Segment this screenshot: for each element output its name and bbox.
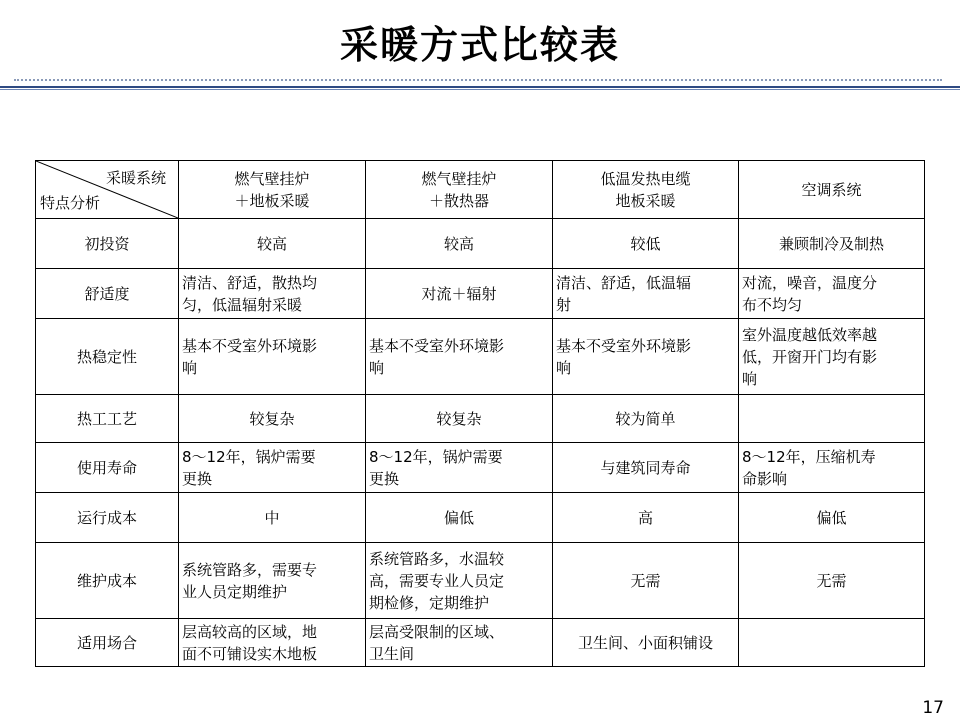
system-header-line: 空调系统 [801, 180, 862, 199]
cell-line: 偏低 [816, 508, 847, 527]
row-label: 初投资 [36, 219, 179, 269]
header-row [36, 161, 925, 219]
system-header-line: 燃气壁挂炉 [421, 169, 497, 188]
system-header-3 [553, 161, 739, 219]
cell-line: 较复杂 [249, 409, 295, 428]
table-row [36, 395, 925, 443]
table-cell [553, 219, 739, 269]
cell-line: 清洁、舒适，散热均 [182, 273, 318, 292]
table-cell [366, 493, 553, 543]
table-row [36, 269, 925, 319]
table-cell [739, 619, 925, 667]
table-cell [739, 319, 925, 395]
table-cell [553, 543, 739, 619]
table-row [36, 443, 925, 493]
cell-line: 基本不受室外环境影 [369, 336, 505, 355]
cell-line: 与建筑同寿命 [600, 458, 691, 477]
cell-line: 业人员定期维护 [182, 582, 288, 601]
table-row [36, 319, 925, 395]
table-cell [553, 443, 739, 493]
cell-line: 室外温度越低效率越 [742, 325, 878, 344]
table-cell [366, 619, 553, 667]
table-cell [739, 493, 925, 543]
cell-line: 较复杂 [436, 409, 482, 428]
cell-line: 更换 [182, 469, 213, 488]
cell-line: 高，需要专业人员定 [369, 571, 505, 590]
row-label: 热工工艺 [36, 395, 179, 443]
system-header-line: 燃气壁挂炉 [234, 169, 310, 188]
cell-line: 卫生间 [369, 644, 415, 663]
table-cell [179, 443, 366, 493]
table-cell [179, 395, 366, 443]
system-header-line: 低温发热电缆 [600, 169, 691, 188]
cell-line: 无需 [630, 571, 661, 590]
cell-line: 系统管路多，需要专 [182, 560, 318, 579]
cell-line: 兼顾制冷及制热 [778, 234, 884, 253]
cell-line: 低，开窗开门均有影 [742, 347, 878, 366]
cell-line: 卫生间、小面积铺设 [577, 633, 713, 652]
table-cell [739, 443, 925, 493]
table-cell [739, 395, 925, 443]
table-cell [179, 319, 366, 395]
comparison-table [35, 160, 925, 667]
table-cell [739, 219, 925, 269]
cell-line: 层高受限制的区域、 [369, 622, 505, 641]
title-divider-thin [0, 89, 960, 90]
page-title: 采暖方式比较表 [339, 23, 620, 67]
cell-line: 高 [637, 508, 653, 527]
title-divider [0, 86, 960, 88]
diagonal-bottom-label: 特点分析 [40, 194, 101, 212]
cell-line: 系统管路多，水温较 [369, 549, 505, 568]
row-label: 维护成本 [36, 543, 179, 619]
table-cell [739, 269, 925, 319]
table-cell [366, 543, 553, 619]
page-number: 17 [922, 698, 944, 718]
cell-line: 8～12年，锅炉需要 [182, 447, 316, 466]
cell-line: 较低 [630, 234, 661, 253]
cell-line: 更换 [369, 469, 400, 488]
table-cell [553, 269, 739, 319]
cell-line: 响 [369, 358, 385, 377]
system-header-2 [366, 161, 553, 219]
cell-line: 8～12年，压缩机寿 [742, 447, 876, 466]
row-label: 适用场合 [36, 619, 179, 667]
cell-line: 无需 [816, 571, 847, 590]
table-row [36, 543, 925, 619]
cell-line: 射 [556, 295, 572, 314]
cell-line: 中 [264, 508, 280, 527]
cell-line: 响 [182, 358, 198, 377]
table-cell [739, 543, 925, 619]
table-cell [366, 395, 553, 443]
cell-line: 清洁、舒适，低温辐 [556, 273, 692, 292]
table-row [36, 219, 925, 269]
table-cell [179, 543, 366, 619]
cell-line: 响 [556, 358, 572, 377]
table-cell [366, 319, 553, 395]
row-label: 热稳定性 [36, 319, 179, 395]
table-cell [366, 219, 553, 269]
table-cell [553, 619, 739, 667]
table-cell [553, 493, 739, 543]
row-label: 运行成本 [36, 493, 179, 543]
cell-line: 命影响 [742, 469, 788, 488]
system-header-line: ＋散热器 [428, 191, 489, 210]
table-cell [179, 269, 366, 319]
table-cell [366, 269, 553, 319]
table-row [36, 493, 925, 543]
table-cell [179, 619, 366, 667]
row-label: 使用寿命 [36, 443, 179, 493]
cell-line: 基本不受室外环境影 [556, 336, 692, 355]
cell-line: 布不均匀 [742, 295, 803, 314]
table-cell [366, 443, 553, 493]
cell-line: 响 [742, 369, 758, 388]
cell-line: 对流，噪音，温度分 [742, 273, 878, 292]
diagonal-top-label: 采暖系统 [105, 169, 166, 187]
cell-line: 匀，低温辐射采暖 [182, 295, 303, 314]
cell-line: 期检修，定期维护 [369, 593, 490, 612]
cell-line: 较高 [256, 234, 287, 253]
cell-line: 8～12年，锅炉需要 [369, 447, 503, 466]
system-header-line: 地板采暖 [615, 191, 676, 210]
system-header-1 [179, 161, 366, 219]
table-cell [553, 319, 739, 395]
cell-line: 对流＋辐射 [421, 284, 497, 303]
cell-line: 较为简单 [615, 409, 676, 428]
system-header-line: ＋地板采暖 [234, 191, 310, 210]
table-cell [553, 395, 739, 443]
diagonal-header-cell [36, 161, 179, 219]
cell-line: 基本不受室外环境影 [182, 336, 318, 355]
table-row [36, 619, 925, 667]
table-cell [179, 219, 366, 269]
cell-line: 较高 [443, 234, 474, 253]
table-cell [179, 493, 366, 543]
dotted-divider [14, 79, 942, 81]
cell-line: 面不可铺设实木地板 [182, 644, 318, 663]
row-label: 舒适度 [36, 269, 179, 319]
cell-line: 层高较高的区域，地 [182, 622, 318, 641]
system-header-4 [739, 161, 925, 219]
cell-line: 偏低 [443, 508, 474, 527]
